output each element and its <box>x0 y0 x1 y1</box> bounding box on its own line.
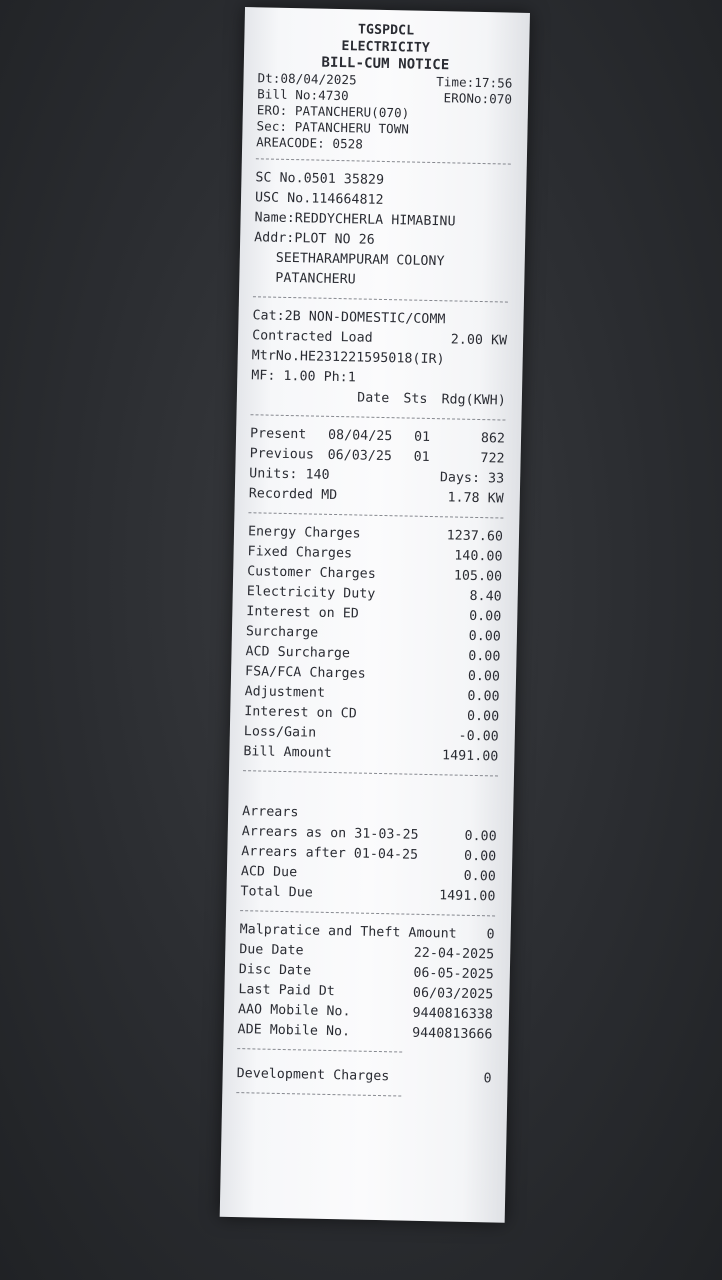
consumer-name: Name:REDDYCHERLA HIMABINU <box>254 210 456 230</box>
bill-amount-label: Bill Amount <box>243 744 333 761</box>
reading-column-headers <box>251 386 506 411</box>
development-charges-label: Development Charges <box>236 1066 390 1085</box>
ade-mobile-value: 9440813666 <box>412 1025 493 1043</box>
arrears-label: Arrears as on 31-03-25 <box>241 824 419 843</box>
divider <box>243 770 498 776</box>
divider <box>256 158 511 164</box>
due-date-label: Due Date <box>239 942 304 959</box>
charge-label: Interest on CD <box>244 704 357 722</box>
bill-title-line2: BILL-CUM NOTICE <box>321 54 450 74</box>
charge-value: 1237.60 <box>446 528 504 545</box>
charge-label: FSA/FCA Charges <box>244 664 366 682</box>
units-consumed: Units: 140 <box>249 466 330 483</box>
divider <box>236 1092 401 1096</box>
total-due-value: 1491.00 <box>439 888 496 905</box>
charge-label: Loss/Gain <box>243 724 317 741</box>
multiplying-factor: MF: 1.00 Ph:1 <box>251 368 356 386</box>
disc-date-value: 06-05-2025 <box>413 965 494 983</box>
ade-mobile-label: ADE Mobile No. <box>237 1022 351 1040</box>
column-reading: Rdg(KWH) <box>441 392 506 409</box>
category: Cat:2B NON-DOMESTIC/COMM <box>252 308 446 328</box>
column-date: Date <box>357 390 390 407</box>
bill-date: Dt:08/04/2025 <box>257 70 357 88</box>
contracted-load-value: 2.00 KW <box>450 332 508 349</box>
bill-title-line1: ELECTRICITY <box>341 39 431 56</box>
disc-date-label: Disc Date <box>238 962 312 979</box>
recorded-md-value: 1.78 KW <box>447 490 504 507</box>
divider <box>237 1048 402 1052</box>
acd-due-label: ACD Due <box>240 864 298 881</box>
charge-value: 8.40 <box>469 588 502 605</box>
charge-label: Energy Charges <box>247 524 361 542</box>
address-line3: PATANCHERU <box>275 270 356 288</box>
total-due-label: Total Due <box>240 884 314 901</box>
total-due-row <box>240 882 495 907</box>
divider <box>248 512 503 518</box>
section-name: Sec: PATANCHERU TOWN <box>256 118 410 137</box>
bill-time: Time:17:56 <box>436 74 513 91</box>
charge-label: Surcharge <box>245 624 319 641</box>
charge-label: Electricity Duty <box>246 584 376 602</box>
present-date: 08/04/25 <box>327 427 393 445</box>
last-paid-label: Last Paid Dt <box>238 982 336 1000</box>
development-charges-row <box>236 1064 491 1089</box>
arrears-value: 0.00 <box>463 848 497 865</box>
malpractice-label: Malpratice and Theft Amount <box>239 922 457 942</box>
charge-label: Customer Charges <box>247 564 376 582</box>
recorded-md-row <box>249 484 504 509</box>
contracted-load-label: Contracted Load <box>251 328 373 346</box>
charges-list <box>243 522 503 767</box>
area-code: AREACODE: 0528 <box>256 134 364 152</box>
address-line2: SEETHARAMPURAM COLONY <box>275 250 445 270</box>
divider <box>250 414 505 420</box>
charge-value: 0.00 <box>466 708 500 725</box>
previous-reading: 722 <box>480 451 505 467</box>
aao-mobile-label: AAO Mobile No. <box>237 1002 351 1020</box>
ero-name: ERO: PATANCHERU(070) <box>256 102 410 121</box>
bill-number: Bill No:4730 <box>257 86 349 104</box>
charge-label: Adjustment <box>244 684 326 701</box>
malpractice-value: 0 <box>486 927 495 943</box>
charge-value: -0.00 <box>458 728 499 745</box>
recorded-md-label: Recorded MD <box>248 486 338 504</box>
previous-date: 06/03/25 <box>327 447 393 465</box>
arrears-value: 0.00 <box>464 828 497 845</box>
arrears-label: Arrears after 01-04-25 <box>241 844 419 863</box>
column-status: Sts <box>403 391 428 407</box>
divider <box>240 910 495 916</box>
divider <box>253 296 508 302</box>
usc-number: USC No.114664812 <box>254 190 384 208</box>
arrears-heading: Arrears <box>242 804 299 821</box>
acd-due-value: 0.00 <box>463 868 497 885</box>
charge-value: 0.00 <box>467 688 500 705</box>
ade-mobile-row <box>237 1020 492 1045</box>
last-paid-value: 06/03/2025 <box>412 985 494 1003</box>
charge-label: Fixed Charges <box>247 544 353 562</box>
charge-label: ACD Surcharge <box>245 644 351 662</box>
bill-amount-row <box>243 742 498 767</box>
charge-value: 0.00 <box>468 628 502 645</box>
bill-receipt <box>220 7 530 1223</box>
charge-value: 0.00 <box>468 648 501 665</box>
charge-value: 140.00 <box>454 548 503 565</box>
charge-value: 0.00 <box>467 668 501 685</box>
due-date-value: 22-04-2025 <box>413 945 495 963</box>
billing-days: Days: 33 <box>439 470 505 487</box>
previous-status: 01 <box>413 449 430 465</box>
aao-mobile-value: 9440816338 <box>412 1005 494 1023</box>
charge-label: Interest on ED <box>246 604 360 622</box>
previous-label: Previous <box>249 446 315 463</box>
company-name: TGSPDCL <box>357 22 415 39</box>
present-status: 01 <box>413 429 431 445</box>
present-reading: 862 <box>480 431 506 447</box>
charge-value: 105.00 <box>453 568 503 585</box>
address-line1: Addr:PLOT NO 26 <box>254 230 375 248</box>
development-charges-value: 0 <box>483 1071 492 1087</box>
meter-number: MtrNo.HE231221595018(IR) <box>251 348 445 368</box>
ero-number: ERONo:070 <box>443 90 513 107</box>
present-label: Present <box>249 426 307 443</box>
charge-value: 0.00 <box>468 608 502 625</box>
sc-number: SC No.0501 35829 <box>255 170 385 188</box>
bill-amount-value: 1491.00 <box>441 748 499 765</box>
